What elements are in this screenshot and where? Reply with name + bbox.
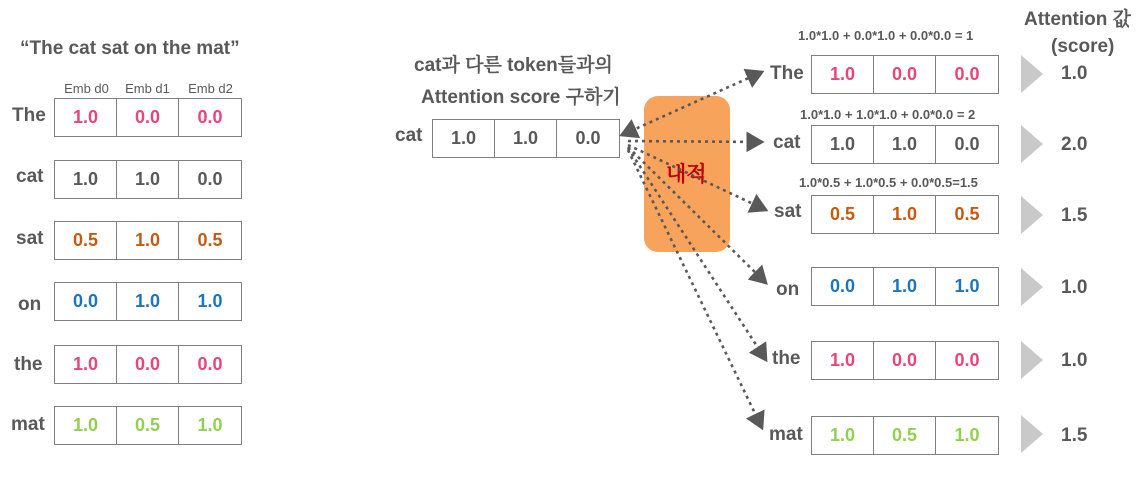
embedding-cell: 0.0: [55, 283, 117, 320]
key-embedding-row: [811, 125, 999, 164]
key-cell: 0.0: [954, 134, 980, 154]
embedding-cell: 0.5: [197, 230, 223, 250]
key-token-label: on: [776, 279, 800, 300]
arrow-right-icon: [1021, 125, 1043, 163]
score-header-line2: (score): [1051, 36, 1115, 57]
embedding-cell: 1.0: [197, 415, 223, 435]
center-title-line1: cat과 다른 token들과의: [414, 55, 613, 76]
key-cell: 0.5: [874, 417, 936, 454]
key-cell: 0.0: [812, 268, 874, 305]
key-embedding-row: [811, 341, 999, 380]
key-token-label: the: [772, 348, 801, 369]
query-cell: 1.0: [433, 120, 495, 157]
embedding-cell: 1.0: [55, 161, 117, 198]
left-token-label: sat: [16, 228, 44, 249]
arrow-to-cat: [628, 141, 762, 142]
left-token-label: the: [14, 354, 43, 375]
embedding-cell: 1.0: [55, 99, 117, 136]
key-cell: 1.0: [954, 425, 980, 445]
emb-header-d2: Emb d2: [188, 81, 233, 96]
key-cell: 0.0: [874, 56, 936, 93]
query-token-label: cat: [395, 125, 423, 146]
key-cell: 0.0: [954, 64, 980, 84]
arrow-to-mat: [628, 150, 762, 428]
key-embedding-row: [811, 416, 999, 455]
left-token-label: cat: [16, 166, 44, 187]
embedding-cell: 0.5: [117, 407, 179, 444]
key-cell: 1.0: [812, 126, 874, 163]
embedding-cell: 1.0: [117, 222, 179, 259]
embedding-cell: 1.0: [117, 283, 179, 320]
formula-sat: 1.0*0.5 + 1.0*0.5 + 0.0*0.5=1.5: [799, 175, 978, 190]
embedding-cell: 0.5: [55, 222, 117, 259]
key-cell: 0.0: [954, 350, 980, 370]
key-token-label: mat: [769, 424, 803, 445]
emb-header-d0: Emb d0: [64, 81, 109, 96]
embedding-cell: 1.0: [55, 407, 117, 444]
query-cell: 0.0: [575, 128, 601, 148]
embedding-cell: 1.0: [117, 161, 179, 198]
score-header-line1: Attention 값: [1024, 9, 1131, 30]
embedding-cell: 0.0: [197, 169, 223, 189]
key-cell: 1.0: [954, 276, 980, 296]
attention-score: 1.0: [1061, 277, 1088, 298]
key-token-label: The: [770, 63, 804, 84]
arrow-right-icon: [1021, 55, 1043, 93]
key-embedding-row: [811, 267, 999, 306]
sentence-title: “The cat sat on the mat”: [20, 38, 240, 59]
key-cell: 1.0: [812, 56, 874, 93]
arrow-to-on: [628, 147, 766, 283]
embedding-cell: 0.0: [197, 354, 223, 374]
key-cell: 1.0: [812, 342, 874, 379]
key-cell: 1.0: [812, 417, 874, 454]
formula-The: 1.0*1.0 + 0.0*1.0 + 0.0*0.0 = 1: [798, 28, 974, 43]
key-embedding-row: [811, 195, 999, 234]
arrow-right-icon: [1021, 196, 1043, 234]
key-cell: 1.0: [874, 196, 936, 233]
arrow-right-icon: [1021, 268, 1043, 306]
key-token-label: sat: [774, 201, 802, 222]
key-token-label: cat: [773, 132, 801, 153]
key-cell: 0.5: [954, 204, 980, 224]
attention-score: 1.0: [1061, 63, 1088, 84]
center-title-line2: Attention score 구하기: [421, 87, 621, 108]
key-embedding-row: [811, 55, 999, 94]
key-cell: 0.0: [874, 342, 936, 379]
arrow-right-icon: [1021, 341, 1043, 379]
arrow-to-the: [628, 148, 766, 360]
key-cell: 1.0: [874, 126, 936, 163]
formula-cat: 1.0*1.0 + 1.0*1.0 + 0.0*0.0 = 2: [800, 107, 976, 122]
arrow-right-icon: [1021, 415, 1043, 453]
attention-score: 1.5: [1061, 425, 1088, 446]
key-cell: 1.0: [874, 268, 936, 305]
dot-product-label: 내적: [666, 163, 707, 186]
attention-score: 1.0: [1061, 350, 1088, 371]
left-token-label: mat: [11, 414, 45, 435]
attention-score: 2.0: [1061, 134, 1088, 155]
query-cell: 1.0: [495, 120, 557, 157]
embedding-cell: 0.0: [117, 99, 179, 136]
key-cell: 0.5: [812, 196, 874, 233]
embedding-cell: 1.0: [55, 346, 117, 383]
arrow-to-The: [624, 72, 762, 134]
emb-header-d1: Emb d1: [125, 81, 170, 96]
embedding-cell: 0.0: [197, 107, 223, 127]
left-token-label: on: [18, 294, 42, 315]
left-token-label: The: [12, 105, 46, 126]
embedding-cell: 0.0: [117, 346, 179, 383]
embedding-cell: 1.0: [197, 291, 223, 311]
attention-score: 1.5: [1061, 205, 1088, 226]
